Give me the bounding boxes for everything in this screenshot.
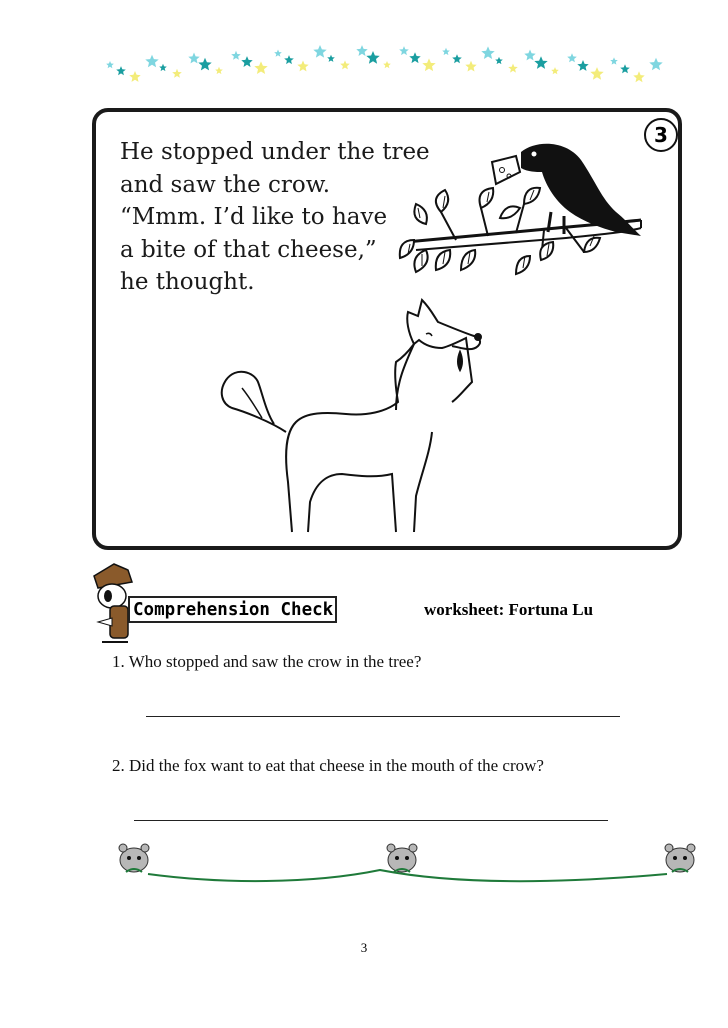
star-icon (649, 58, 662, 71)
star-garland (0, 0, 728, 100)
star-icon (198, 58, 211, 71)
star-icon (159, 64, 167, 71)
star-icon (327, 55, 335, 62)
star-icon (551, 67, 559, 74)
star-icon (254, 61, 267, 74)
star-icon (481, 46, 494, 59)
star-icon (465, 61, 476, 72)
star-icon (567, 53, 577, 62)
story-panel (92, 108, 682, 550)
story-line: He stopped under the tree (120, 139, 430, 165)
star-icon (409, 52, 420, 63)
star-icon (590, 67, 603, 80)
star-icon (534, 56, 547, 69)
star-icon (106, 61, 114, 68)
star-icon (274, 50, 282, 57)
star-icon (508, 64, 518, 73)
story-line: and saw the crow. (120, 171, 331, 198)
star-icon (284, 55, 294, 64)
hamster-icon (387, 844, 417, 872)
star-icon (215, 67, 223, 74)
star-icon (172, 69, 182, 78)
star-icon (145, 55, 158, 68)
star-icon (297, 61, 308, 72)
star-icon (633, 71, 644, 82)
question-2: 2. Did the fox want to eat that cheese in the mouth of the crow? (112, 756, 544, 775)
hamster-icon (119, 844, 149, 872)
star-icon (422, 58, 435, 71)
star-icon (241, 56, 252, 67)
answer-line-1[interactable] (146, 716, 620, 717)
star-icon (188, 53, 199, 64)
star-icon (524, 50, 535, 61)
star-icon (610, 57, 618, 64)
story-text (120, 136, 450, 299)
star-icon (116, 66, 126, 75)
star-icon (442, 48, 450, 55)
page-badge: 3 (644, 118, 678, 152)
story-line: a bite of that cheese,” (120, 236, 377, 263)
footer-vine-decoration (112, 840, 702, 900)
answer-line-2[interactable] (134, 820, 608, 821)
star-icon (620, 64, 630, 73)
star-icon (452, 54, 462, 63)
star-icon (366, 51, 379, 64)
story-line: “Mmm. I’d like to have (120, 204, 388, 230)
comprehension-check-title: Comprehension Check (128, 596, 337, 623)
star-icon (129, 71, 140, 82)
star-icon (231, 51, 241, 60)
star-icon (340, 60, 350, 69)
star-icon (313, 45, 326, 58)
question-1: 1. Who stopped and saw the crow in the tree? (112, 652, 422, 671)
crow-illustration (492, 144, 641, 236)
page-number: 3 (360, 940, 368, 955)
hamster-icon (665, 844, 695, 872)
star-icon (356, 45, 367, 56)
worksheet-credit: worksheet: Fortuna Lu (424, 600, 594, 619)
star-icon (383, 61, 391, 68)
star-icon (577, 60, 588, 71)
star-icon (399, 46, 409, 55)
vine-line (148, 870, 667, 881)
star-icon (495, 57, 503, 64)
fox-illustration (222, 300, 481, 532)
story-line: he thought. (120, 269, 255, 295)
